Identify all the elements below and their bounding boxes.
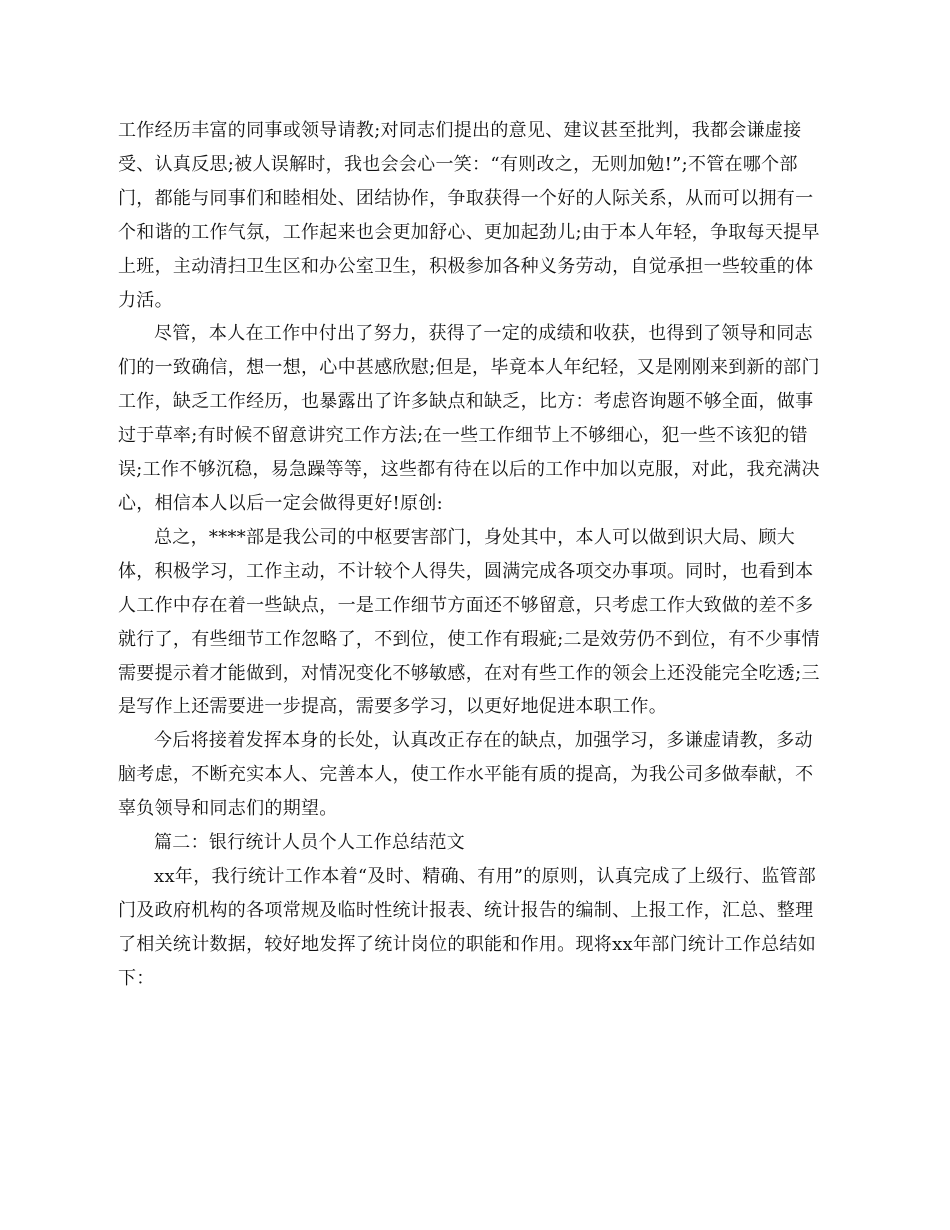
paragraph-2: 尽管，本人在工作中付出了努力，获得了一定的成绩和收获，也得到了领导和同志们的一致确信，想一想，心中甚感欣慰;但是，毕竟本人年纪轻，又是刚刚来到新的部门工作，缺乏工作经历，也暴露出了许多缺点和缺乏，比方：考虑咨询题不够全面，做事过于草率;有时候不留意讲究工作方法;在一些工作细节上不够细心，犯一些不该犯的错误;工作不够沉稳，易急躁等等，这些都有待在以后的工作中加以克服，对此，我充满决心，相信本人以后一定会做得更好!原创: [118, 323, 820, 514]
paragraph-5: xx年，我行统计工作本着“及时、精确、有用”的原则，认真完成了上级行、监管部门及政府机构的各项常规及临时性统计报表、统计报告的编制、上报工作，汇总、整理了相关统计数据，较好地发挥了统计岗位的职能和作用。现将xx年部门统计工作总结如下： [118, 865, 817, 989]
paragraph-3: 总之，****部是我公司的中枢要害部门，身处其中，本人可以做到识大局、顾大体，积极学习，工作主动，不计较个人得失，圆满完成各项交办事项。同时，也看到本人工作中存在着一些缺点，一是工作细节方面还不够留意，只考虑工作大致做的差不多就行了，有些细节工作忽略了，不到位，使工作有瑕疵;二是效劳仍不到位，有不少事情需要提示着才能做到，对情况变化不够敏感，在对有些工作的领会上还没能完全吃透;三是写作上还需要进一步提高，需要多学习，以更好地促进本职工作。 [118, 526, 820, 718]
document-body [118, 114, 830, 996]
section-heading: 篇二：银行统计人员个人工作总结范文 [154, 832, 466, 854]
paragraph-1: 工作经历丰富的同事或领导请教;对同志们提出的意见、建议甚至批判，我都会谦虚接受、认真反思;被人误解时，我也会会心一笑：“有则改之，无则加勉!”;不管在哪个部门，都能与同事们和睦相处、团结协作，争取获得一个好的人际关系，从而可以拥有一个和谐的工作气氛，工作起来也会更加舒心、更加起劲儿;由于本人年轻，争取每天提早上班，主动清扫卫生区和办公室卫生，积极参加各种义务劳动，自觉承担一些较重的体力活。 [118, 120, 820, 311]
paragraph-4: 今后将接着发挥本身的长处，认真改正存在的缺点，加强学习，多谦虚请教，多动脑考虑，不断充实本人、完善本人，使工作水平能有质的提高，为我公司多做奉献，不辜负领导和同志们的期望。 [118, 730, 814, 820]
